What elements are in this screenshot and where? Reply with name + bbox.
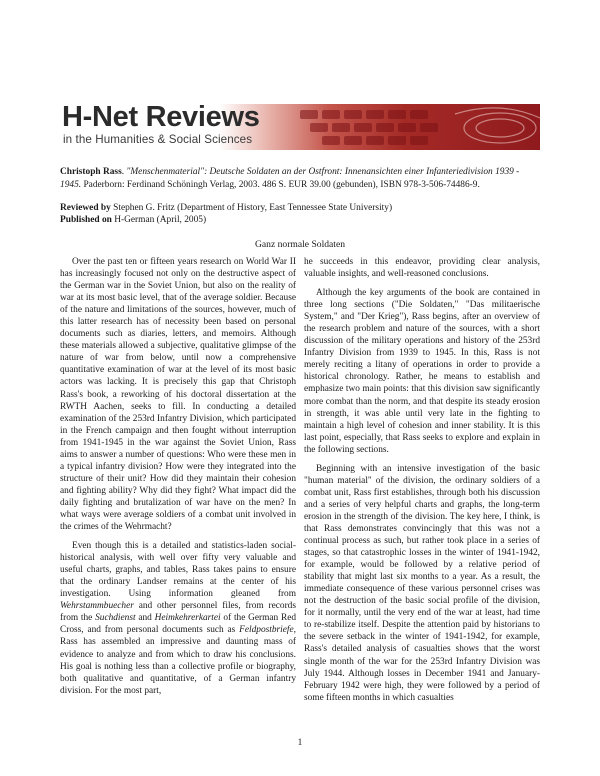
book-publication: Paderborn: Ferdinand Schöningh Verlag, 2003. 486 S. EUR 39.00 (gebunden), ISBN 978-3-506-74486-9. xyxy=(83,179,480,190)
review-meta xyxy=(60,202,540,226)
reviewed-by-label: Reviewed by xyxy=(60,203,111,213)
banner-title: H-Net Reviews xyxy=(62,104,260,133)
banner-subtitle: in the Humanities & Social Sciences xyxy=(63,133,253,146)
published-label: Published on xyxy=(60,215,112,225)
review-title: Ganz normale Soldaten xyxy=(254,239,346,250)
published-value: H-German (April, 2005) xyxy=(114,215,207,225)
book-author: Christoph Rass xyxy=(60,167,122,177)
book-title: "Menschenmaterial": Deutsche Soldaten an der Ostfront: Innenansichten einer Infanteriedivision 1939 - 1945. xyxy=(60,167,520,190)
paragraph-1: Over the past ten or fifteen years research on World War II has increasingly focused not only on the destructive aspect of the German war in the Soviet Union, but also on the reality of war at its most basic level, that of the average soldier. Because of the nature and limitations of the sources, however, much of this latter research has of necessity been based on personal documents such as diaries, letters, and memoirs. Although these materials allowed a subjective, qualitative glimpse of the nature of war from below, until now a comprehensive quantitative examination of war at the level of its most basic actors was lacking. It is precisely this gap that Christoph Rass's book, a reworking of his doctoral dissertation at the RWTH Aachen, seeks to fill. In conducting a detailed examination of the 253rd Infantry Division, which participated in the French campaign and then fought without interruption from 1941-1945 in the war against the Soviet Union, Rass aims to answer a number of questions: Who were these men in a typical infantry division? How were they integrated into the structure of their unit? How did they maintain their cohesion and fighting ability? Why did they fight? What impact did the daily fighting and brutalization of war have on the men? In what ways were average soldiers of a combat unit involved in the crimes of the Wehrmacht? xyxy=(60,257,296,533)
book-citation: Christoph Rass. "Menschenmaterial": Deutsche Soldaten an der Ostfront: Innenansichten einer Infanteriedivision 1939 - 1945. Paderborn: Ferdinand Schöningh Verlag, 2003. 486 S. EUR 39.00 (gebunden), ISBN 978-3-506-74486-9. xyxy=(60,167,520,190)
body-column-right xyxy=(304,256,540,704)
paragraph-5: Beginning with an intensive investigation of the basic "human material" of the division, the ordinary soldiers of a combat unit, Rass first establishes, through both his discussion and a series of very helpful charts and graphs, the long-term erosion in the strength of the division. The key here, I think, is that Rass demonstrates convincingly that this was not a continual process as such, but rather took place in a series of stages, so that catastrophic losses in the winter of 1941-1942, for example, would be followed by a relative period of stability that might last six months to a year. As a result, the immediate consequence of these various personnel crises was not the destruction of the basic social profile of the division, for it normally, until the very end of the war at least, had time to re-stabilize itself. Despite the attention paid by historians to the severe setback in the winter of 1941-1942, for example, Rass's detailed analysis of casualties shows that the worst single month of the war for the 253rd Infantry Division was July 1944. Although losses in December 1941 and January-February 1942 were high, they were followed by a period of some fifteen months in which casualties xyxy=(304,463,540,703)
hnet-banner xyxy=(60,104,540,150)
page-number: 1 xyxy=(297,738,303,748)
paragraph-3: he succeeds in this endeavor, providing clear analysis, valuable insights, and well-reasoned conclusions. xyxy=(304,257,540,280)
reviewer-line xyxy=(60,202,540,214)
published-line xyxy=(60,214,540,226)
reviewer-name: Stephen G. Fritz (Department of History, East Tennessee State University) xyxy=(113,203,393,213)
body-column-left xyxy=(60,256,296,697)
paragraph-4: Although the key arguments of the book are contained in three long sections ("Die Soldaten," "Das militaerische System," and "Der Krieg"), Rass begins, after an overview of the research problem and nature of the sources, with a short discussion of the military operations and history of the 253rd Infantry Division from 1939 to 1945. In this, Rass is not merely reciting a litany of operations in order to provide a historical chronology. Rather, he means to establish and emphasize two main points: that this division saw significantly more combat than the norm, and that despite its steady erosion in strength, it was able until very late in the fighting to maintain a high level of cohesion and inner stability. It is this last point, especially, that Rass seeks to explore and explain in the following sections. xyxy=(304,288,540,455)
paragraph-2: Even though this is a detailed and statistics-laden social-historical analysis, with well over fifty very valuable and useful charts, graphs, and tables, Rass takes pains to ensure that the ordinary Landser remains at the center of his investigation. Using information gleaned from Wehrstammbuecher and other personnel files, from records from the Suchdienst and Heimkehrerkartei of the German Red Cross, and from personal documents such as Feldpostbriefe, Rass has assembled an impressive and daunting mass of evidence to analyze and from which to draw his conclusions. His goal is nothing less than a collective profile or biography, both qualitative and quantitative, of a German infantry division. For the most part, xyxy=(60,541,297,696)
